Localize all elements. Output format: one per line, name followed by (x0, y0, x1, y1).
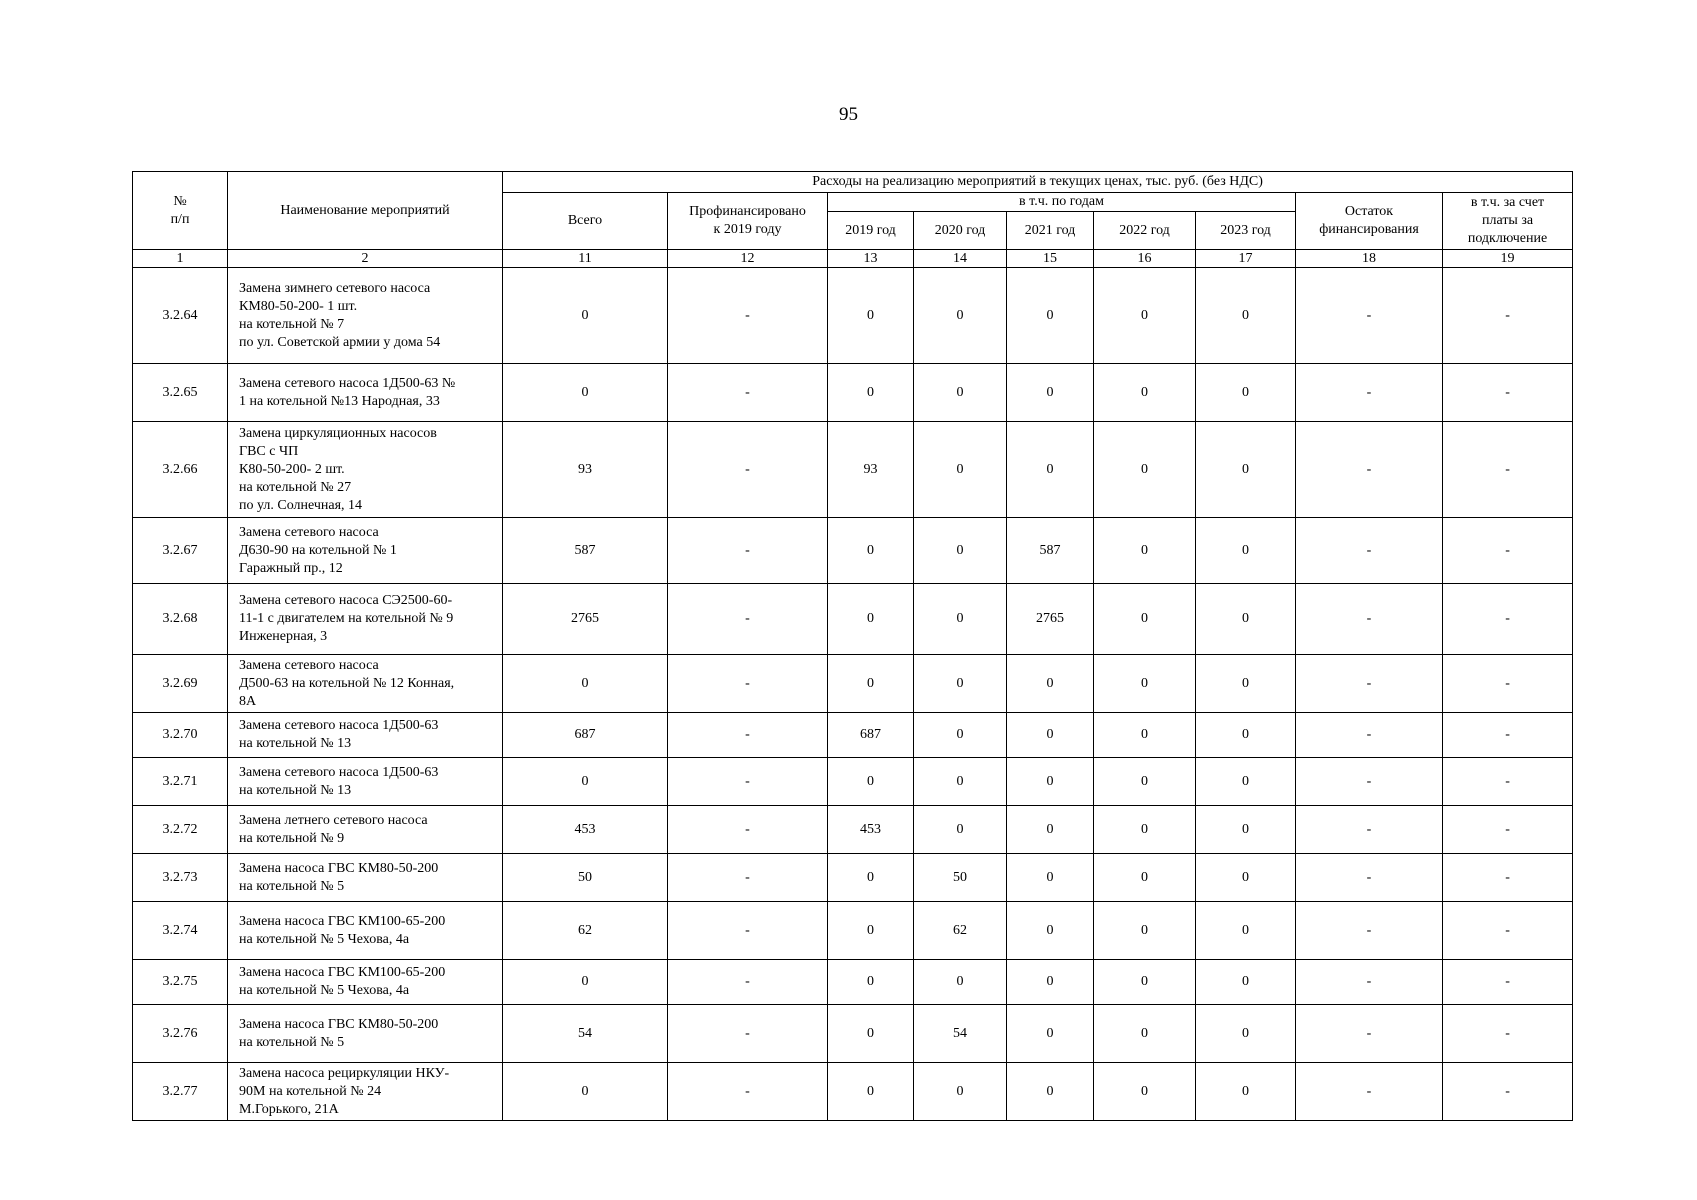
row-name: Замена сетевого насоса 1Д500-63 на котельной № 13 (228, 713, 503, 758)
row-2022: 0 (1094, 422, 1196, 518)
row-number: 3.2.65 (133, 364, 228, 422)
header-num: № п/п (133, 172, 228, 250)
row-2021: 0 (1007, 758, 1094, 806)
row-financed: - (668, 854, 828, 902)
row-connection: - (1443, 758, 1573, 806)
row-2019: 0 (828, 854, 914, 902)
row-total: 453 (503, 806, 668, 854)
row-connection: - (1443, 584, 1573, 655)
row-2019: 0 (828, 518, 914, 584)
row-2022: 0 (1094, 518, 1196, 584)
column-number: 12 (668, 250, 828, 268)
header-year-2019: 2019 год (828, 212, 914, 250)
column-number: 17 (1196, 250, 1296, 268)
row-name: Замена сетевого насоса Д630-90 на котельной № 1 Гаражный пр., 12 (228, 518, 503, 584)
row-name: Замена насоса ГВС КМ80-50-200 на котельной № 5 (228, 1005, 503, 1063)
row-name: Замена насоса ГВС КМ80-50-200 на котельной № 5 (228, 854, 503, 902)
row-number: 3.2.64 (133, 268, 228, 364)
row-total: 0 (503, 758, 668, 806)
row-2019: 0 (828, 1063, 914, 1121)
row-2020: 0 (914, 364, 1007, 422)
table-row (133, 364, 1573, 422)
row-2023: 0 (1196, 364, 1296, 422)
row-2021: 0 (1007, 854, 1094, 902)
row-2020: 0 (914, 758, 1007, 806)
table-row (133, 655, 1573, 713)
row-financed: - (668, 655, 828, 713)
row-connection: - (1443, 1005, 1573, 1063)
row-2020: 0 (914, 1063, 1007, 1121)
row-2019: 0 (828, 902, 914, 960)
table-row (133, 960, 1573, 1005)
header-by-years: в т.ч. по годам (828, 193, 1296, 212)
row-2019: 0 (828, 364, 914, 422)
row-financed: - (668, 1063, 828, 1121)
row-total: 54 (503, 1005, 668, 1063)
column-number: 11 (503, 250, 668, 268)
column-number: 18 (1296, 250, 1443, 268)
table-row (133, 806, 1573, 854)
row-2020: 0 (914, 268, 1007, 364)
row-name: Замена сетевого насоса Д500-63 на котельной № 12 Конная, 8А (228, 655, 503, 713)
row-remainder: - (1296, 518, 1443, 584)
row-2022: 0 (1094, 854, 1196, 902)
row-2020: 0 (914, 422, 1007, 518)
row-remainder: - (1296, 902, 1443, 960)
row-2023: 0 (1196, 1005, 1296, 1063)
row-financed: - (668, 758, 828, 806)
row-connection: - (1443, 364, 1573, 422)
row-number: 3.2.70 (133, 713, 228, 758)
row-2021: 0 (1007, 1005, 1094, 1063)
table-row (133, 268, 1573, 364)
row-financed: - (668, 364, 828, 422)
row-financed: - (668, 713, 828, 758)
column-number: 15 (1007, 250, 1094, 268)
row-remainder: - (1296, 655, 1443, 713)
row-2020: 0 (914, 960, 1007, 1005)
table-row (133, 758, 1573, 806)
column-number: 1 (133, 250, 228, 268)
table-row (133, 854, 1573, 902)
row-remainder: - (1296, 713, 1443, 758)
row-financed: - (668, 902, 828, 960)
page-number: 95 (839, 104, 858, 125)
row-2021: 0 (1007, 960, 1094, 1005)
row-total: 0 (503, 1063, 668, 1121)
row-connection: - (1443, 268, 1573, 364)
row-number: 3.2.66 (133, 422, 228, 518)
row-2023: 0 (1196, 1063, 1296, 1121)
row-2023: 0 (1196, 902, 1296, 960)
column-number: 2 (228, 250, 503, 268)
row-name: Замена летнего сетевого насоса на котельной № 9 (228, 806, 503, 854)
row-connection: - (1443, 713, 1573, 758)
expenses-table (132, 171, 1573, 1121)
row-2023: 0 (1196, 584, 1296, 655)
row-2023: 0 (1196, 854, 1296, 902)
row-total: 0 (503, 364, 668, 422)
row-connection: - (1443, 655, 1573, 713)
row-2021: 0 (1007, 422, 1094, 518)
row-2021: 0 (1007, 806, 1094, 854)
row-financed: - (668, 806, 828, 854)
row-2022: 0 (1094, 1005, 1196, 1063)
row-number: 3.2.72 (133, 806, 228, 854)
row-2023: 0 (1196, 422, 1296, 518)
row-number: 3.2.67 (133, 518, 228, 584)
row-name: Замена сетевого насоса СЭ2500-60- 11-1 с двигателем на котельной № 9 Инженерная, 3 (228, 584, 503, 655)
row-2019: 0 (828, 1005, 914, 1063)
row-2020: 0 (914, 584, 1007, 655)
row-number: 3.2.76 (133, 1005, 228, 1063)
row-2021: 0 (1007, 1063, 1094, 1121)
row-2021: 2765 (1007, 584, 1094, 655)
row-remainder: - (1296, 584, 1443, 655)
row-remainder: - (1296, 1063, 1443, 1121)
row-2021: 0 (1007, 364, 1094, 422)
table-header (133, 172, 1573, 268)
row-financed: - (668, 960, 828, 1005)
row-2021: 587 (1007, 518, 1094, 584)
row-2019: 0 (828, 584, 914, 655)
row-remainder: - (1296, 854, 1443, 902)
row-name: Замена сетевого насоса 1Д500-63 № 1 на котельной №13 Народная, 33 (228, 364, 503, 422)
row-total: 62 (503, 902, 668, 960)
row-2019: 687 (828, 713, 914, 758)
table-row (133, 1063, 1573, 1121)
row-financed: - (668, 268, 828, 364)
row-connection: - (1443, 902, 1573, 960)
header-year-2021: 2021 год (1007, 212, 1094, 250)
row-2022: 0 (1094, 268, 1196, 364)
row-2021: 0 (1007, 655, 1094, 713)
header-financed: Профинансировано к 2019 году (668, 193, 828, 250)
row-2022: 0 (1094, 1063, 1196, 1121)
column-number: 14 (914, 250, 1007, 268)
row-2022: 0 (1094, 806, 1196, 854)
row-2019: 0 (828, 655, 914, 713)
row-number: 3.2.69 (133, 655, 228, 713)
row-2019: 0 (828, 758, 914, 806)
header-year-2022: 2022 год (1094, 212, 1196, 250)
column-numbers-row (133, 250, 1573, 268)
row-number: 3.2.77 (133, 1063, 228, 1121)
row-2021: 0 (1007, 902, 1094, 960)
row-total: 0 (503, 268, 668, 364)
row-number: 3.2.71 (133, 758, 228, 806)
row-2019: 453 (828, 806, 914, 854)
row-financed: - (668, 1005, 828, 1063)
header-remainder: Остаток финансирования (1296, 193, 1443, 250)
row-connection: - (1443, 518, 1573, 584)
row-remainder: - (1296, 960, 1443, 1005)
row-2023: 0 (1196, 806, 1296, 854)
row-2022: 0 (1094, 758, 1196, 806)
table-body (133, 268, 1573, 1121)
row-total: 0 (503, 960, 668, 1005)
row-2023: 0 (1196, 268, 1296, 364)
row-total: 0 (503, 655, 668, 713)
row-total: 93 (503, 422, 668, 518)
row-financed: - (668, 518, 828, 584)
row-2020: 0 (914, 806, 1007, 854)
row-2022: 0 (1094, 902, 1196, 960)
row-remainder: - (1296, 1005, 1443, 1063)
row-2019: 0 (828, 960, 914, 1005)
row-number: 3.2.74 (133, 902, 228, 960)
header-year-2023: 2023 год (1196, 212, 1296, 250)
row-2020: 50 (914, 854, 1007, 902)
row-name: Замена циркуляционных насосов ГВС с ЧП К80-50-200- 2 шт. на котельной № 27 по ул. Солнечная, 14 (228, 422, 503, 518)
row-remainder: - (1296, 758, 1443, 806)
row-2019: 0 (828, 268, 914, 364)
row-name: Замена зимнего сетевого насоса КМ80-50-200- 1 шт. на котельной № 7 по ул. Советской армии у дома 54 (228, 268, 503, 364)
row-2022: 0 (1094, 655, 1196, 713)
row-remainder: - (1296, 268, 1443, 364)
column-number: 19 (1443, 250, 1573, 268)
row-2023: 0 (1196, 713, 1296, 758)
row-total: 2765 (503, 584, 668, 655)
header-expenses: Расходы на реализацию мероприятий в текущих ценах, тыс. руб. (без НДС) (503, 172, 1573, 193)
row-2019: 93 (828, 422, 914, 518)
row-financed: - (668, 422, 828, 518)
header-total: Всего (503, 193, 668, 250)
table-row (133, 518, 1573, 584)
row-remainder: - (1296, 422, 1443, 518)
row-name: Замена насоса рециркуляции НКУ- 90М на котельной № 24 М.Горького, 21А (228, 1063, 503, 1121)
column-number: 13 (828, 250, 914, 268)
row-name: Замена насоса ГВС КМ100-65-200 на котельной № 5 Чехова, 4а (228, 902, 503, 960)
row-number: 3.2.68 (133, 584, 228, 655)
header-name: Наименование мероприятий (228, 172, 503, 250)
table-row (133, 422, 1573, 518)
row-2020: 0 (914, 713, 1007, 758)
row-number: 3.2.75 (133, 960, 228, 1005)
row-2023: 0 (1196, 518, 1296, 584)
table-row (133, 713, 1573, 758)
column-number: 16 (1094, 250, 1196, 268)
table-row (133, 902, 1573, 960)
row-2020: 0 (914, 518, 1007, 584)
row-remainder: - (1296, 806, 1443, 854)
row-connection: - (1443, 854, 1573, 902)
row-2020: 54 (914, 1005, 1007, 1063)
row-financed: - (668, 584, 828, 655)
table-row (133, 584, 1573, 655)
row-name: Замена сетевого насоса 1Д500-63 на котельной № 13 (228, 758, 503, 806)
row-connection: - (1443, 806, 1573, 854)
table-row (133, 1005, 1573, 1063)
row-2020: 62 (914, 902, 1007, 960)
row-name: Замена насоса ГВС КМ100-65-200 на котельной № 5 Чехова, 4а (228, 960, 503, 1005)
row-total: 50 (503, 854, 668, 902)
row-total: 687 (503, 713, 668, 758)
header-year-2020: 2020 год (914, 212, 1007, 250)
row-connection: - (1443, 1063, 1573, 1121)
row-2023: 0 (1196, 758, 1296, 806)
row-2021: 0 (1007, 268, 1094, 364)
row-2023: 0 (1196, 655, 1296, 713)
row-number: 3.2.73 (133, 854, 228, 902)
row-2022: 0 (1094, 584, 1196, 655)
row-2022: 0 (1094, 960, 1196, 1005)
row-2023: 0 (1196, 960, 1296, 1005)
row-connection: - (1443, 422, 1573, 518)
row-2022: 0 (1094, 364, 1196, 422)
row-total: 587 (503, 518, 668, 584)
row-connection: - (1443, 960, 1573, 1005)
row-remainder: - (1296, 364, 1443, 422)
row-2022: 0 (1094, 713, 1196, 758)
row-2020: 0 (914, 655, 1007, 713)
header-connection: в т.ч. за счет платы за подключение (1443, 193, 1573, 250)
row-2021: 0 (1007, 713, 1094, 758)
